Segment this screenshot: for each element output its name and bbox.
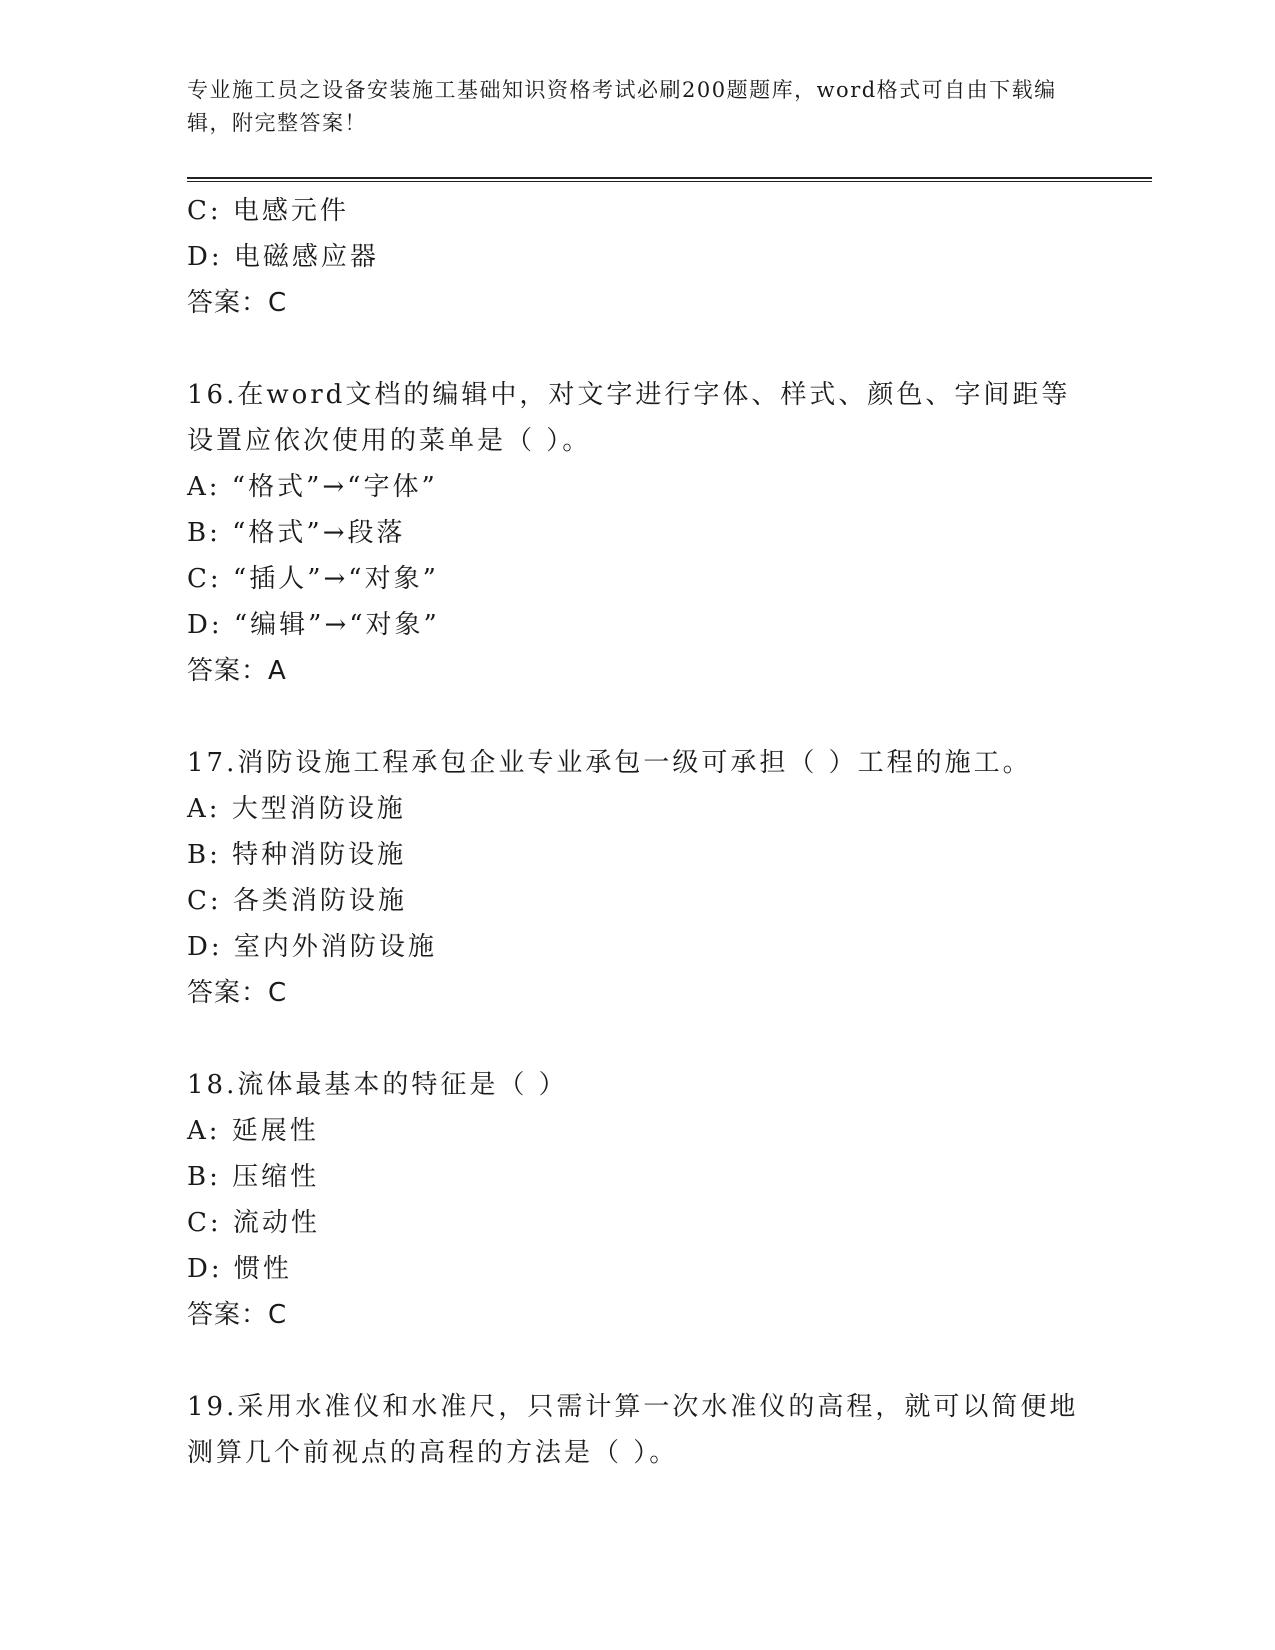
- question-16-text: 16.在word文档的编辑中，对文字进行字体、样式、颜色、字间距等设置应依次使用的菜单是（ ）。: [187, 380, 1071, 456]
- option-d: D: 室内外消防设施: [187, 932, 437, 962]
- option-c: C: 电感元件: [187, 196, 349, 226]
- question-list: [187, 188, 1152, 1476]
- option-a: A: 延展性: [187, 1116, 319, 1146]
- option-c: C: 流动性: [187, 1208, 320, 1238]
- option-a: A: 大型消防设施: [187, 794, 406, 824]
- option-a: A: “格式”→“字体”: [187, 472, 438, 502]
- option-b: B: 特种消防设施: [187, 840, 407, 870]
- option-b: B: “格式”→段落: [187, 518, 406, 548]
- answer: 答案：A: [187, 656, 287, 686]
- option-d: D: 电磁感应器: [187, 242, 379, 272]
- option-d: D: “编辑”→“对象”: [187, 610, 440, 640]
- page-header-title: 专业施工员之设备安装施工基础知识资格考试必刷200题题库，word格式可自由下载编辑，附完整答案！: [187, 78, 1057, 135]
- question-17-text: 17.消防设施工程承包企业专业承包一级可承担（ ）工程的施工。: [187, 748, 1032, 778]
- answer: 答案：C: [187, 1300, 288, 1330]
- question-18-text: 18.流体最基本的特征是（ ）: [187, 1070, 568, 1100]
- answer: 答案：C: [187, 288, 288, 318]
- question-19-text: 19.采用水准仪和水准尺，只需计算一次水准仪的高程，就可以简便地测算几个前视点的高程的方法是（ ）。: [187, 1392, 1079, 1468]
- answer: 答案：C: [187, 978, 288, 1008]
- option-c: C: “插人”→“对象”: [187, 564, 439, 594]
- option-c: C: 各类消防设施: [187, 886, 407, 916]
- header-divider: [187, 177, 1152, 182]
- option-b: B: 压缩性: [187, 1162, 320, 1192]
- option-d: D: 惯性: [187, 1254, 292, 1284]
